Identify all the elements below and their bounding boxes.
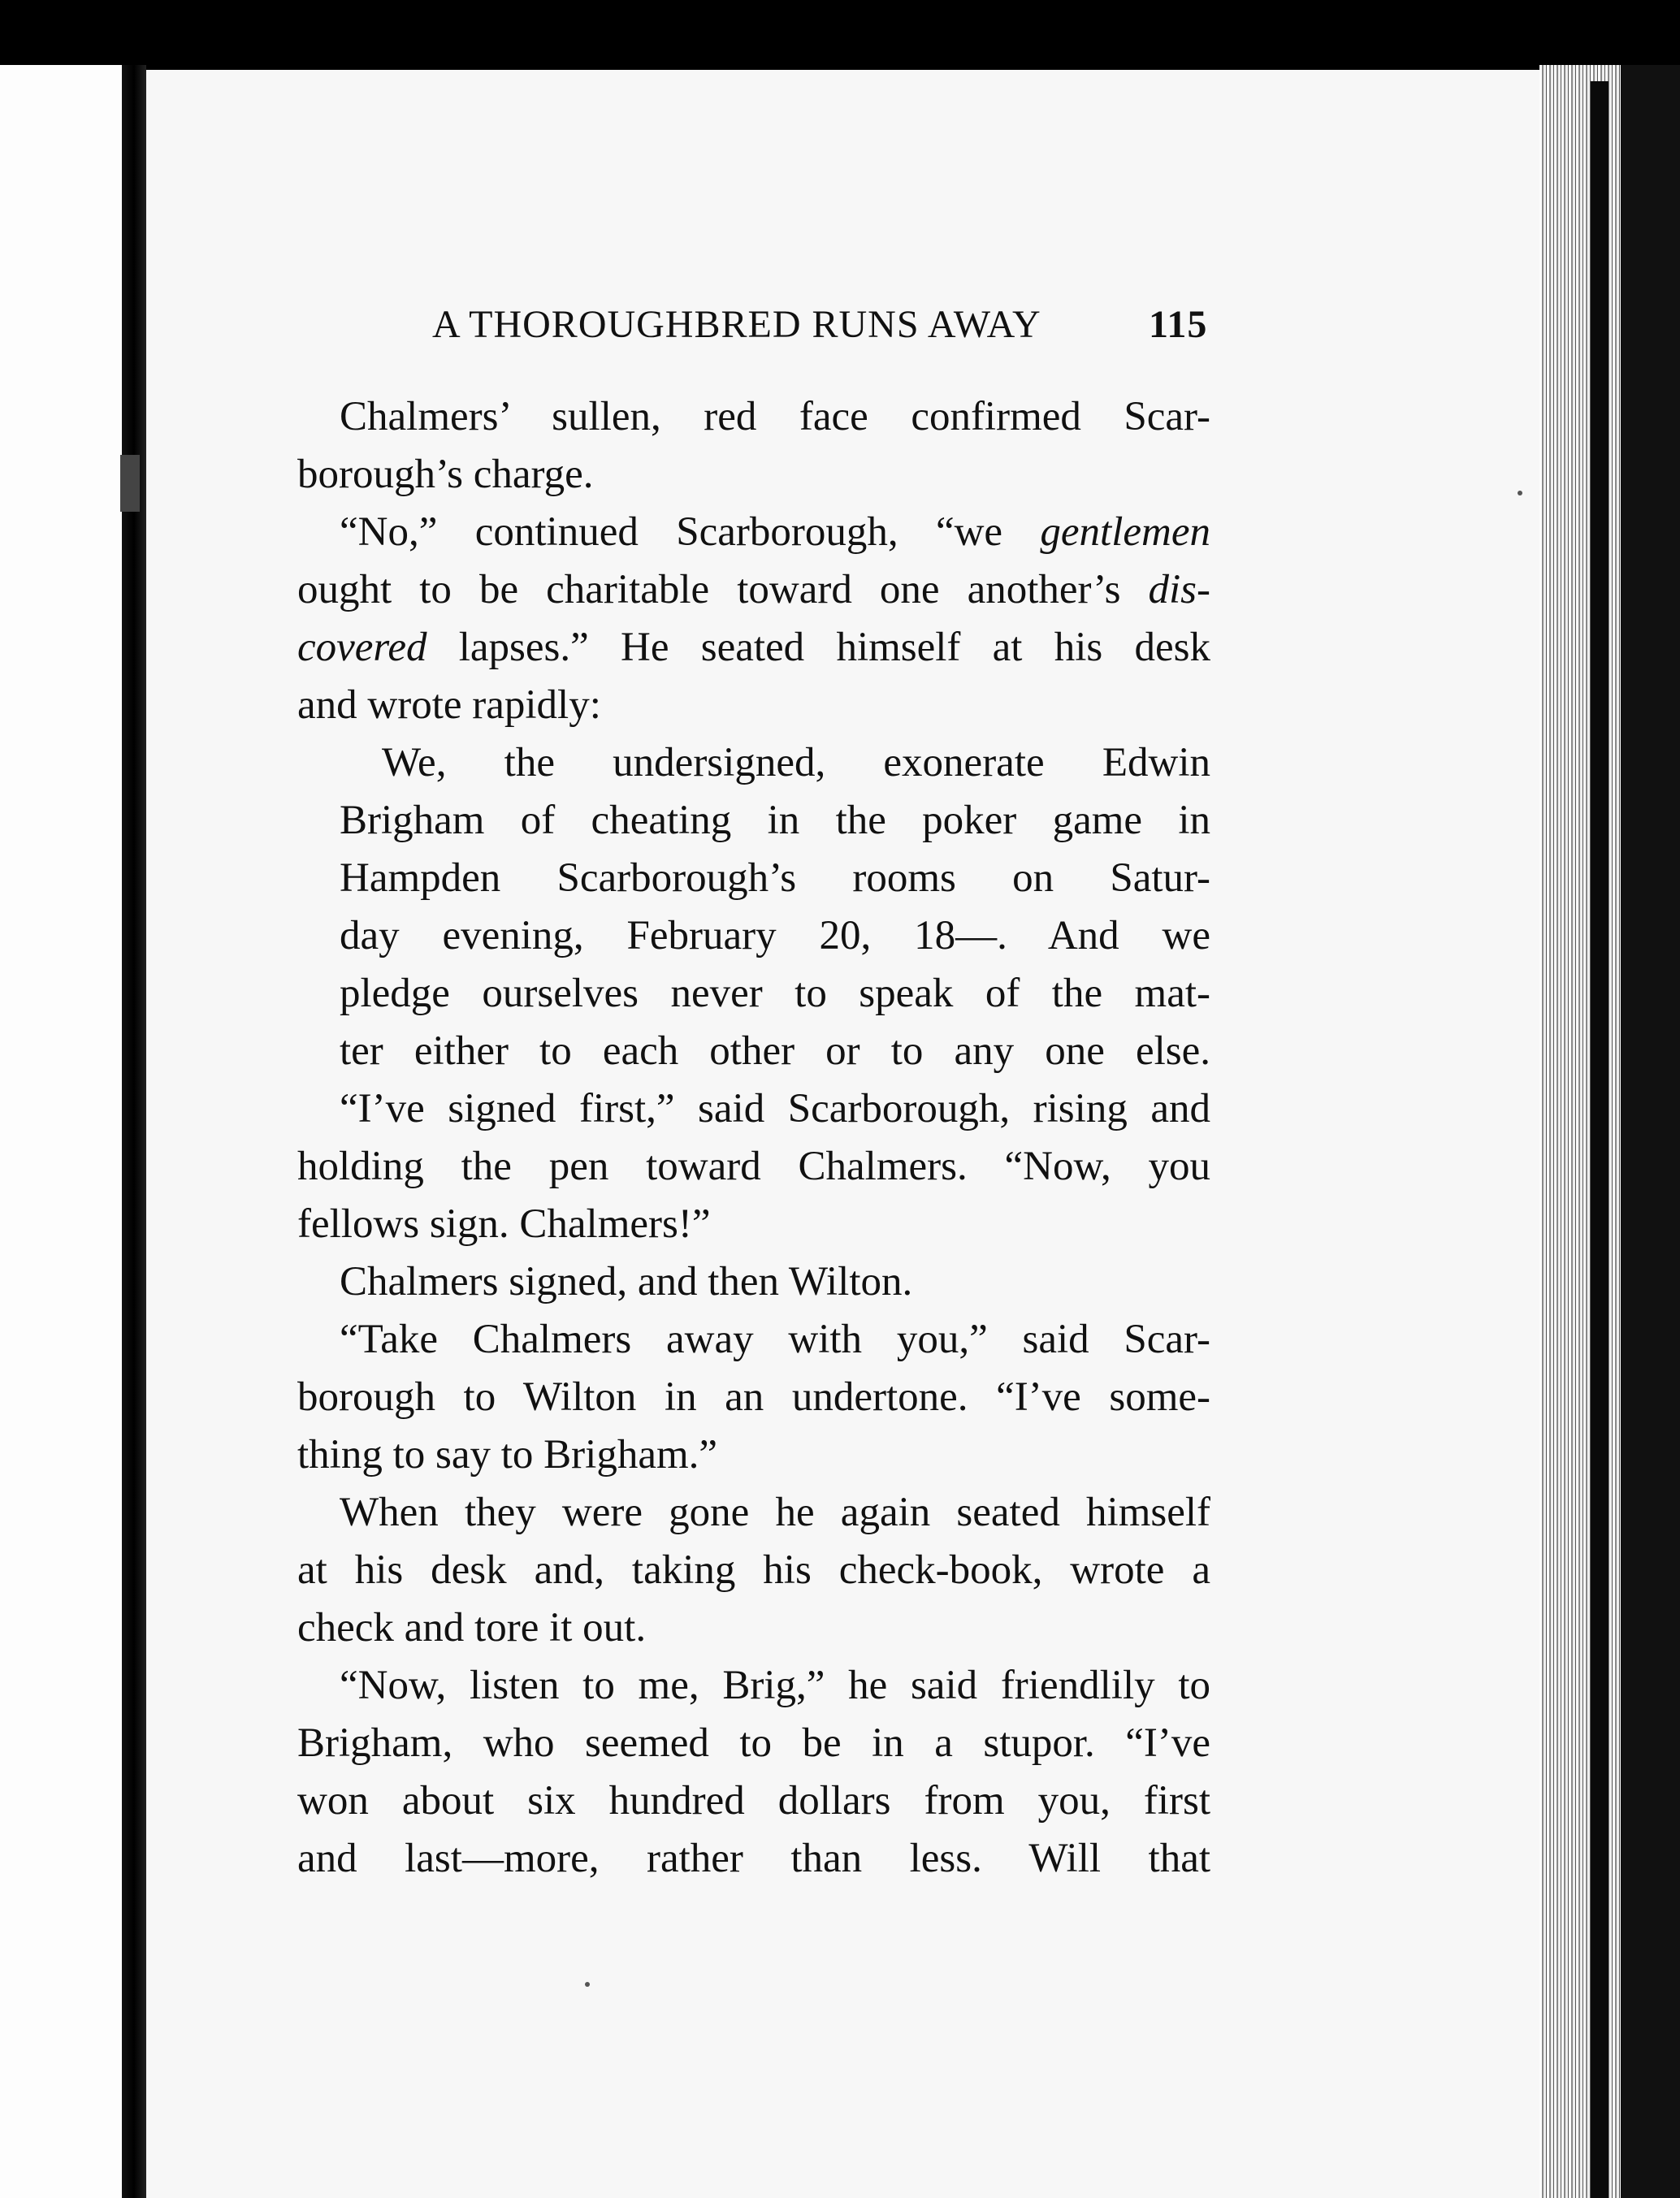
scan-border-right	[1621, 65, 1680, 2198]
text-line	[297, 619, 1210, 677]
text-span: ought to be charitable toward one another’s	[297, 567, 1149, 612]
text-line: thing to say to Brigham.”	[297, 1432, 718, 1478]
paragraph	[297, 1657, 1210, 1888]
text-line: borough’s charge.	[297, 452, 594, 497]
quote-line: pledge ourselves never to speak of the mat-	[340, 971, 1210, 1016]
text-line: “Now, listen to me, Brig,” he said friendlily to	[340, 1663, 1210, 1708]
paragraph	[297, 504, 1210, 734]
italic-text: covered	[297, 625, 427, 670]
text-line: fellows sign. Chalmers!”	[297, 1201, 711, 1247]
paragraph	[297, 1080, 1210, 1253]
quoted-document	[340, 734, 1210, 1080]
binding-mark	[120, 455, 140, 512]
paragraph	[297, 388, 1210, 504]
text-line: and wrote rapidly:	[297, 682, 601, 728]
text-line: Chalmers’ sullen, red face confirmed Scar-	[340, 394, 1210, 439]
quote-line: ter either to each other or to any one else.	[340, 1028, 1210, 1074]
page-body-text	[297, 388, 1210, 1888]
text-line: at his desk and, taking his check-book, wrote a	[297, 1547, 1210, 1593]
text-span: “No,” continued Scarborough, “we	[340, 509, 1041, 555]
text-line: Brigham, who seemed to be in a stupor. “I’ve	[297, 1720, 1210, 1766]
text-line: and last—more, rather than less. Will that	[297, 1836, 1210, 1881]
text-line: “Take Chalmers away with you,” said Scar-	[340, 1317, 1210, 1362]
paragraph	[297, 1253, 1210, 1311]
previous-page-edge	[0, 65, 122, 2198]
text-line: When they were gone he again seated himself	[340, 1490, 1210, 1535]
text-line	[297, 561, 1210, 619]
page-stack-edges	[1539, 65, 1621, 2198]
text-line	[297, 504, 1210, 561]
running-header	[432, 302, 1212, 359]
page-stack-shadow	[1591, 81, 1609, 2198]
paragraph	[297, 1484, 1210, 1657]
text-line: borough to Wilton in an undertone. “I’ve some-	[297, 1374, 1210, 1420]
italic-text: gentlemen	[1040, 509, 1210, 555]
text-line: check and tore it out.	[297, 1605, 647, 1651]
quote-line: day evening, February 20, 18—. And we	[340, 913, 1210, 958]
text-line: “I’ve signed first,” said Scarborough, rising and	[340, 1086, 1210, 1131]
text-line: won about six hundred dollars from you, first	[297, 1778, 1210, 1824]
text-span: lapses.” He seated himself at his desk	[426, 625, 1210, 670]
text-line: Chalmers signed, and then Wilton.	[340, 1259, 913, 1305]
paragraph	[297, 1311, 1210, 1484]
book-binding-gutter	[122, 65, 146, 2198]
quote-line: Brigham of cheating in the poker game in	[340, 798, 1210, 843]
text-line: holding the pen toward Chalmers. “Now, you	[297, 1144, 1210, 1189]
quote-line: We, the undersigned, exonerate Edwin	[382, 740, 1210, 785]
quote-line: Hampden Scarborough’s rooms on Satur-	[340, 855, 1210, 901]
running-head-title: A THOROUGHBRED RUNS AWAY	[432, 303, 1041, 346]
page-number: 115	[1149, 303, 1208, 346]
paper-speck	[1518, 491, 1522, 495]
paper-speck	[585, 1982, 590, 1987]
italic-text: dis-	[1148, 567, 1210, 612]
